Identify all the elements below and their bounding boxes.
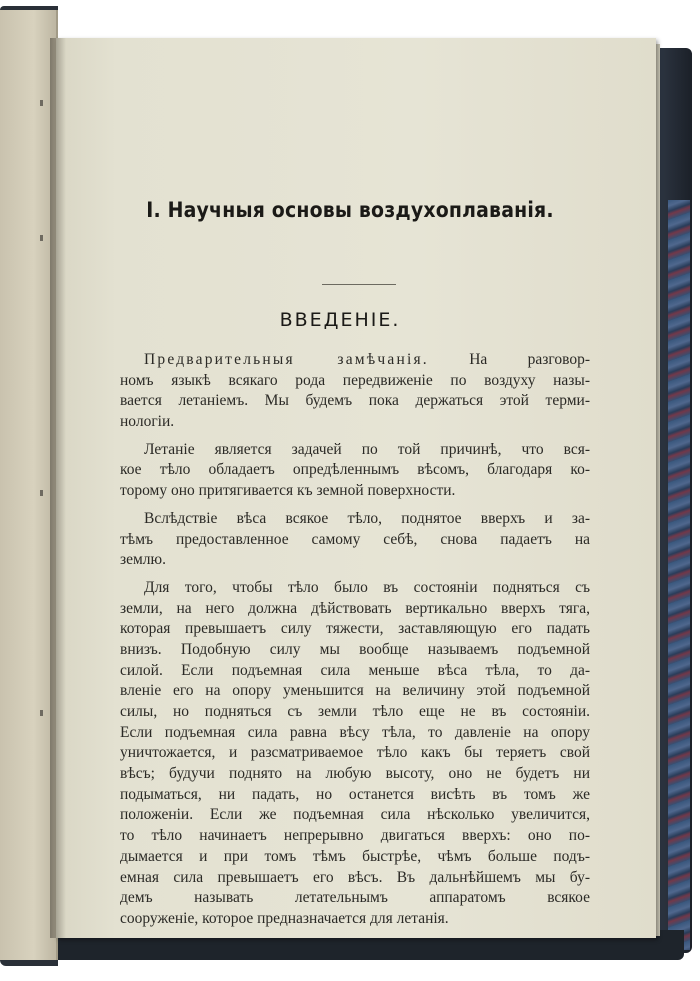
text-line: то тѣло начинаетъ непрерывно двигаться вверхъ: оно по- bbox=[120, 827, 590, 845]
text-line: тѣмъ предоставленное самому себѣ, снова падаетъ на bbox=[120, 530, 590, 548]
text-line: кое тѣло обладаетъ опредѣленнымъ вѣсомъ, благодаря ко- bbox=[120, 461, 590, 479]
text-line: Вслѣдствіе вѣса всякое тѣло, поднятое вверхъ и за- bbox=[144, 509, 590, 527]
text-line: внизъ. Подобную силу мы вообще называемъ подъемной bbox=[120, 640, 590, 658]
page-edge-mark bbox=[40, 710, 43, 716]
paragraph bbox=[120, 509, 590, 571]
paragraph bbox=[120, 350, 590, 433]
text-line: торому оно притягивается къ земной поверхности. bbox=[120, 482, 456, 500]
text-line: вѣсъ; будучи поднято на любую высоту, оно не будетъ ни bbox=[120, 765, 590, 783]
paragraph bbox=[120, 440, 590, 502]
text-line: земли, на него должна дѣйствовать вертикально вверхъ тяга, bbox=[120, 599, 590, 617]
text-line: уничтожается, и разсматриваемое тѣло какъ бы теряетъ свой bbox=[120, 744, 590, 762]
chapter-title: I. Научныя основы воздухоплаванія. bbox=[146, 198, 554, 222]
page-edge-mark bbox=[40, 490, 43, 496]
text-line: Для того, чтобы тѣло было въ состояніи подняться съ bbox=[144, 578, 590, 596]
section-title: ВВЕДЕНІЕ. bbox=[279, 309, 401, 331]
text-line: Если подъемная сила равна вѣсу тѣла, то давленіе на опору bbox=[120, 723, 590, 741]
page-edge-mark bbox=[40, 100, 43, 106]
text-line: дымается и при томъ тѣмъ быстрѣе, чѣмъ больше подъ- bbox=[120, 847, 590, 865]
paragraph-gap bbox=[120, 502, 590, 509]
text-line: нологіи. bbox=[120, 413, 175, 431]
text-line: Предварительныя замѣчанія. На разговор- bbox=[144, 351, 590, 368]
text-line: положеніи. Если же подъемная сила нѣсколько увеличится, bbox=[120, 806, 590, 824]
text-line: номъ языкѣ всякаго рода передвиженіе по воздуху назы- bbox=[120, 371, 590, 389]
page-edge-mark bbox=[40, 235, 43, 241]
page-gutter-shadow bbox=[50, 38, 66, 938]
spaced-heading-run: Предварительныя замѣчанія. bbox=[144, 351, 429, 368]
title-divider bbox=[322, 284, 396, 285]
text-line: Летаніе является задачей по той причинѣ, что вся- bbox=[144, 440, 590, 458]
text-line: демъ называть летательнымъ аппаратомъ всякое bbox=[120, 889, 590, 907]
text-line: землю. bbox=[120, 551, 167, 569]
paragraph bbox=[120, 578, 590, 930]
text-line: силы, но подняться съ земли тѣло еще не въ состояніи. bbox=[120, 703, 590, 720]
text-line: которая превышаетъ силу тяжести, заставляющую его падать bbox=[120, 620, 590, 638]
text-line: силой. Если подъемная сила меньше вѣса тѣла, то да- bbox=[120, 661, 590, 679]
text-line: емная сила превышаетъ его вѣсъ. Въ дальнѣйшемъ мы бу- bbox=[120, 868, 590, 886]
text-line: сооруженіе, которое предназначается для летанія. bbox=[120, 909, 449, 927]
text-line: вленіе его на опору уменьшится на величину этой подъемной bbox=[120, 682, 590, 700]
paragraph-gap bbox=[120, 571, 590, 578]
text-line: подыматься, ни падать, но останется висѣть въ томъ же bbox=[120, 785, 590, 803]
paragraph-gap bbox=[120, 433, 590, 440]
text-line: вается летаніемъ. Мы будемъ пока держаться этой терми- bbox=[120, 392, 590, 410]
body-text bbox=[120, 350, 590, 930]
